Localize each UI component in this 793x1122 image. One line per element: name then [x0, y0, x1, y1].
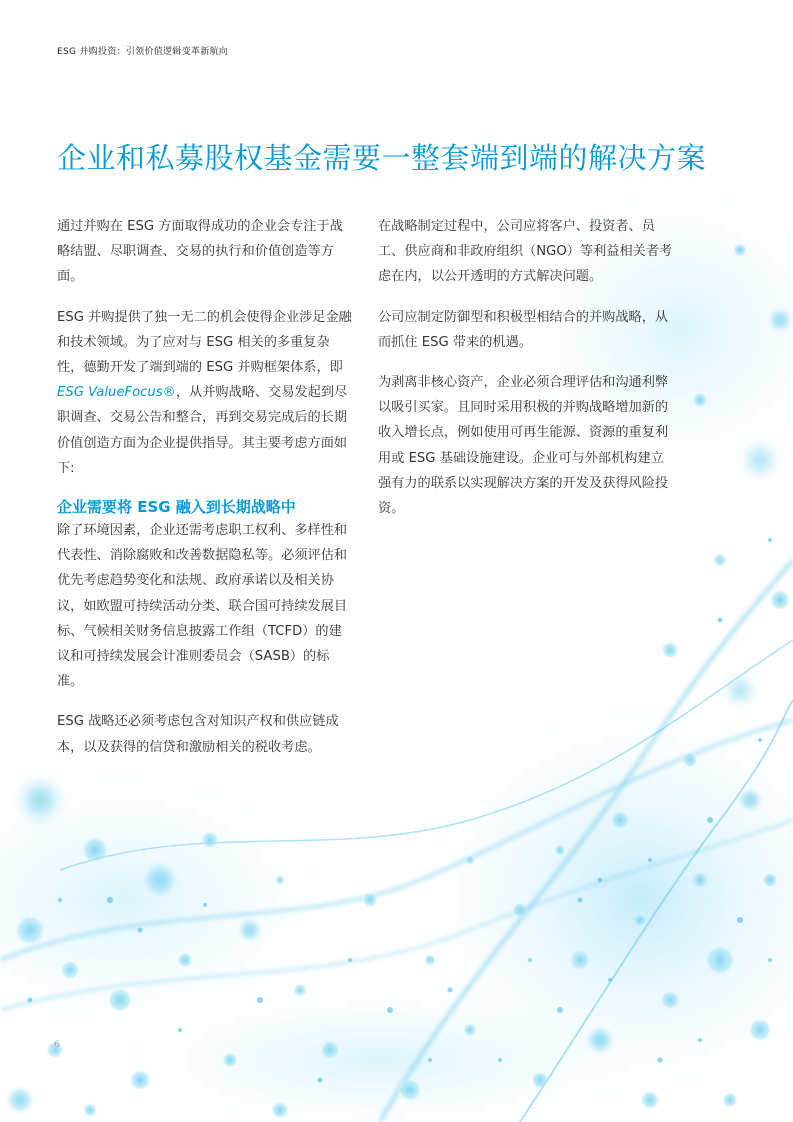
paragraph-text: ，从并购战略、交易发起到尽职调查、交易公告和整合，再到交易完成后的长期价值创造方面为企业提供指导。其主要考虑方面如下:	[57, 385, 348, 476]
page-number: 6	[54, 1040, 60, 1050]
page-title: 企业和私募股权基金需要一整套端到端的解决方案	[57, 141, 707, 175]
esg-valuefocus-link: ESG ValueFocus®	[57, 385, 176, 401]
paragraph: 通过并购在 ESG 方面取得成功的企业会专注于战略结盟、尽职调查、交易的执行和价值创造等方面。	[57, 219, 343, 285]
section-subheading: 企业需要将 ESG 融入到长期战略中	[57, 498, 296, 517]
paragraph: 在战略制定过程中，公司应将客户、投资者、员工、供应商和非政府组织（NGO）等利益相关者考虑在内，以公开透明的方式解决问题。	[378, 219, 673, 285]
paragraph: 公司应制定防御型和积极型相结合的并购战略，从而抓住 ESG 带来的机遇。	[378, 309, 669, 350]
running-header: ESG 并购投资：引领价值逻辑变革新航向	[57, 47, 229, 57]
paragraph-text: ESG 并购提供了独一无二的机会使得企业涉足金融和技术领域。为了应对与 ESG 相关的多重复杂性，德勤开发了端到端的 ESG 并购框架体系，即	[57, 309, 352, 376]
paragraph: 为剥离非核心资产，企业必须合理评估和沟通利弊以吸引买家。且同时采用积极的并购战略增加新的收入增长点，例如使用可再生能源、资源的重复利用或 ESG 基础设施建设。企业可与外部机构建立强有力的联系以实现解决方案的开发及获得风险投资。	[378, 375, 669, 517]
paragraph	[57, 305, 353, 481]
left-column	[57, 214, 353, 775]
paragraph: 除了环境因素，企业还需考虑职工权利、多样性和代表性、消除腐败和改善数据隐私等。必须评估和优先考虑趋势变化和法规、政府承诺以及相关协议，如欧盟可持续活动分类、联合国可持续发展目标、气候相关财务信息披露工作组（TCFD）的建议和可持续发展会计准则委员会（SASB）的标准。	[57, 523, 348, 690]
right-column	[378, 214, 674, 536]
paragraph: ESG 战略还必须考虑包含对知识产权和供应链成本，以及获得的信贷和激励相关的税收考虑。	[57, 714, 339, 755]
